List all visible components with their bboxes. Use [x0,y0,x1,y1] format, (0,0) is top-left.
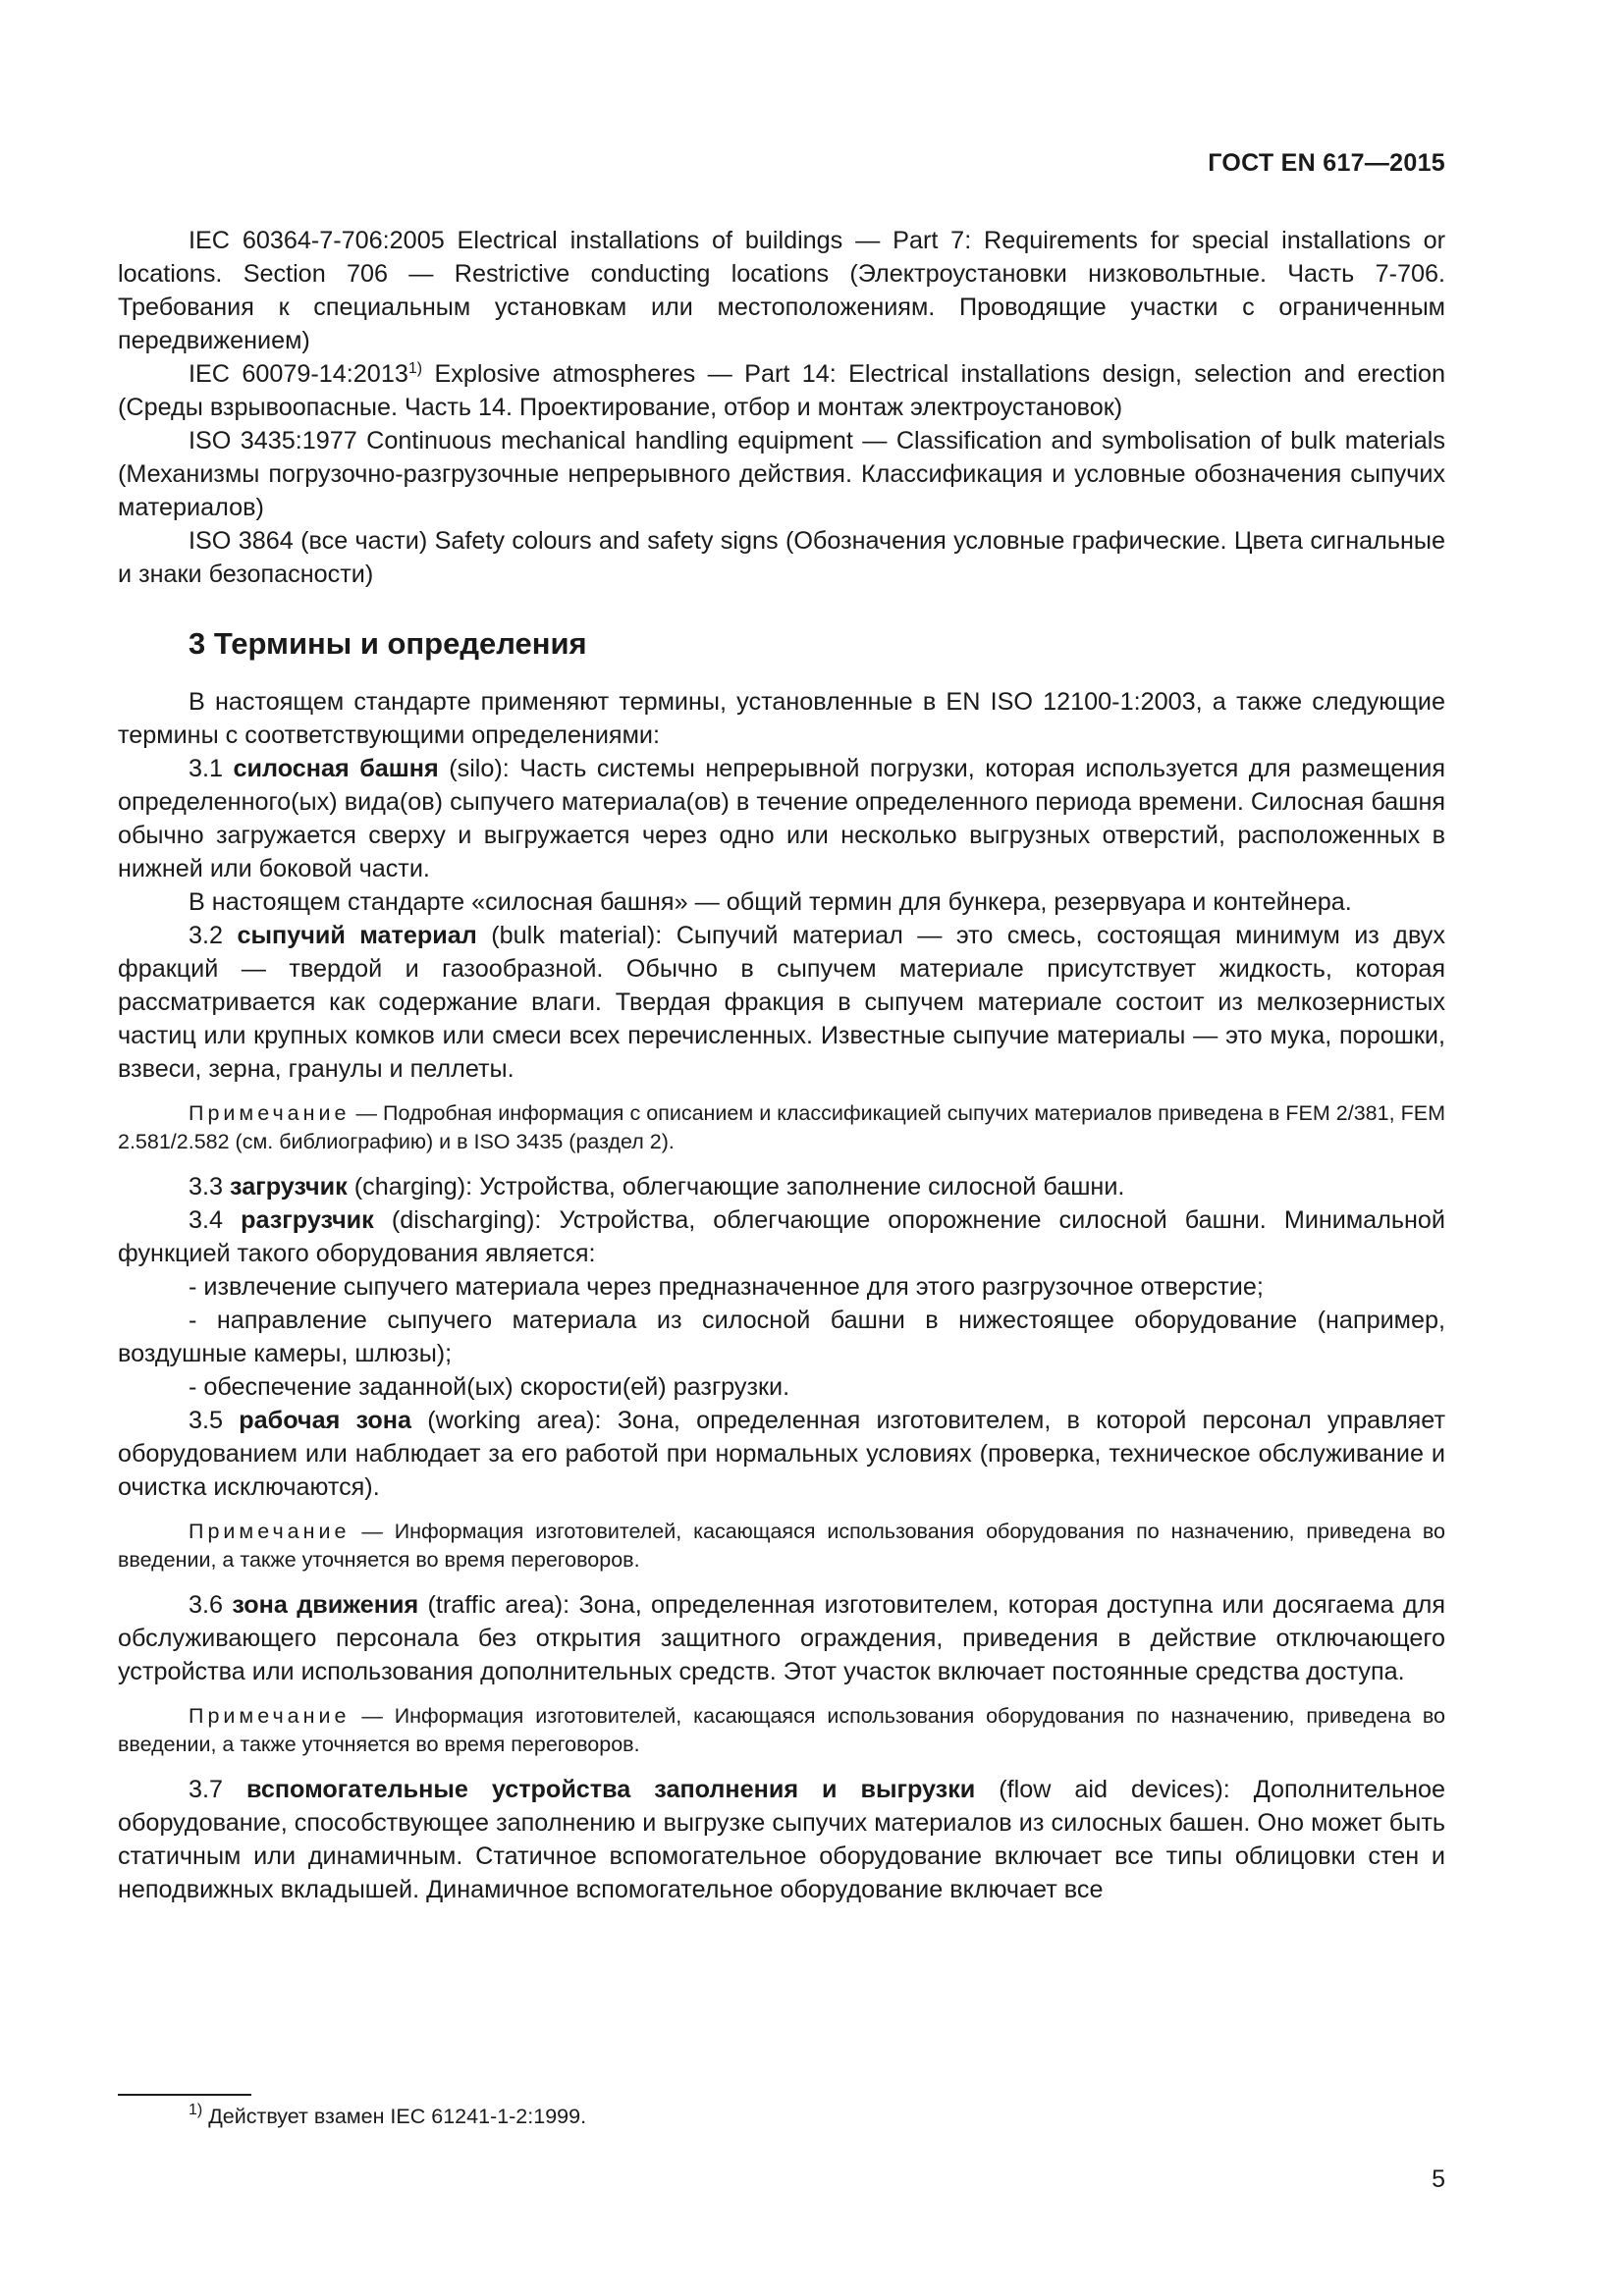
footnote-ref[interactable]: 1) [407,360,423,377]
page-number: 5 [1432,2165,1445,2193]
section-intro: В настоящем стандарте применяют термины, установленные в EN ISO 12100-1:2003, а также следующие термины с соответствующими определениями: [118,688,1445,749]
term-name: зона движения [232,1591,419,1619]
reference-item: IEC 60079-14:2013$^{1)}$ Explosive atmospheres — Part 14: Electrical installations design, selection and erection (Среды взрывоопасные. Часть 14. Проектирование, отбор и монтаж электроустановок) [118,360,1445,421]
section-heading: 3 Термины и определения [189,626,587,661]
term-name: загрузчик [230,1173,348,1201]
term-3-1: 3.1 силосная башня (silo): Часть системы непрерывной погрузки, которая используется для размещения определенного(ых) вида(ов) сыпучего материала(ов) в течение определенного периода времени. Силосная башня обычно загружается сверху и выгружается через одно или несколько выгрузных отверстий, расположенных в нижней или боковой части. [118,755,1445,882]
note-label: Примечание [189,1101,351,1125]
term-name: силосная башня [233,755,439,782]
term-name: рабочая зона [239,1407,412,1434]
reference-item: ISO 3864 (все части) Safety colours and safety signs (Обозначения условные графические. Цвета сигнальные и знаки безопасности) [118,527,1445,588]
document-code: ГОСТ EN 617—2015 [1208,149,1445,177]
term-3-5: 3.5 рабочая зона (working area): Зона, определенная изготовителем, в которой персонал управляет оборудованием или наблюдает за его работой при нормальных условиях (проверка, техническое обслуживание и очистка исключаются). [118,1407,1445,1501]
term-3-7: 3.7 вспомогательные устройства заполнения и выгрузки (flow aid devices): Дополнительное оборудование, способствующее заполнению и выгрузке сыпучих материалов из силосных башен. Оно может быть статичным или динамичным. Статичное вспомогательное оборудование включает все типы облицовки стен и неподвижных вкладышей. Динамичное вспомогательное оборудование включает все [118,1776,1445,1903]
normative-references [118,224,1445,591]
note: Примечание — Подробная информация с описанием и классификацией сыпучих материалов приведена в FEM 2/381, FEM 2.581/2.582 (см. библиографию) и в ISO 3435 (раздел 2). [118,1101,1445,1153]
list-item: - направление сыпучего материала из силосной башни в нижестоящее оборудование (например, воздушные камеры, шлюзы); [118,1307,1445,1367]
note-label: Примечание [189,1520,351,1543]
reference-item: IEC 60364-7-706:2005 Electrical installations of buildings — Part 7: Requirements for special installations or locations. Section 706 — Restrictive conducting locations (Электроустановки низковольтные. Часть 7-706. Требования к специальным установкам или местоположениям. Проводящие участки с ограниченным передвижением) [118,227,1445,354]
term-3-6: 3.6 зона движения (traffic area): Зона, определенная изготовителем, которая доступна или досягаема для обслуживающего персонала без открытия защитного ограждения, приведения в действие отключающего устройства или использования дополнительных средств. Этот участок включает постоянные средства доступа. [118,1591,1445,1685]
term-name: вспомогательные устройства заполнения и выгрузки [245,1776,976,1803]
footnote-marker: 1) [189,2102,203,2118]
page-content [118,224,1445,1906]
note-label: Примечание [189,1704,351,1728]
term-3-1-extra: В настоящем стандарте «силосная башня» — общий термин для бункера, резервуара и контейнера. [189,888,1352,916]
list-item: - извлечение сыпучего материала через предназначенное для этого разгрузочное отверстие; [189,1273,1264,1301]
reference-item: ISO 3435:1977 Continuous mechanical handling equipment — Classification and symbolisation of bulk materials (Механизмы погрузочно-разгрузочные непрерывного действия. Классификация и условные обозначения сыпучих материалов) [118,427,1445,521]
term-name: сыпучий материал [237,922,477,949]
term-3-3: 3.3 загрузчик (charging): Устройства, облегчающие заполнение силосной башни. [189,1173,1125,1201]
note: Примечание — Информация изготовителей, касающаяся использования оборудования по назначению, приведена во введении, а также уточняется во время переговоров. [118,1520,1445,1572]
term-name: разгрузчик [241,1206,374,1234]
list-item: - обеспечение заданной(ых) скорости(ей) разгрузки. [189,1373,790,1401]
footnote: $^{1)}$ Действует взамен IEC 61241-1-2:1999. [189,2102,587,2128]
note: Примечание — Информация изготовителей, касающаяся использования оборудования по назначению, приведена во введении, а также уточняется во время переговоров. [118,1704,1445,1756]
term-3-4: 3.4 разгрузчик (discharging): Устройства, облегчающие опорожнение силосной башни. Минимальной функцией такого оборудования является: [118,1206,1445,1267]
footnote-divider [118,2094,251,2096]
term-3-2: 3.2 сыпучий материал (bulk material): Сыпучий материал — это смесь, состоящая минимум из двух фракций — твердой и газообразной. Обычно в сыпучем материале присутствует жидкость, которая рассматривается как содержание влаги. Твердая фракция в сыпучем материале состоит из мелкозернистых частиц или крупных комков или смеси всех перечисленных. Известные сыпучие материалы — это мука, порошки, взвеси, зерна, гранулы и пеллеты. [118,922,1445,1083]
